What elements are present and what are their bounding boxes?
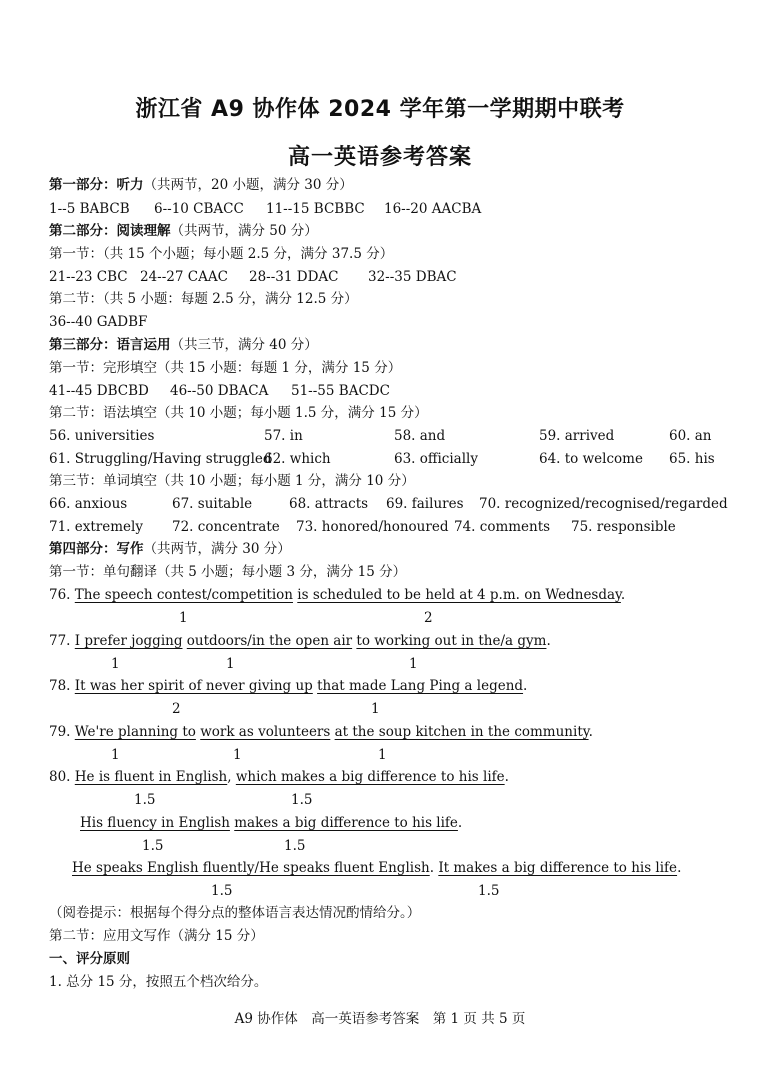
q80c-score-1: 1.5 (211, 883, 233, 899)
cloze-answers-3: 51--55 BACDC (291, 383, 390, 399)
q80-score-2: 1.5 (291, 792, 313, 808)
q77-score-1: 1 (111, 656, 120, 672)
grading-tip: （阅卷提示：根据每个得分点的整体语言表达情况酌情给分。） (49, 905, 421, 921)
word-fill-note: 第三节：单词填空（共 10 小题；每小题 1 分，满分 10 分） (49, 473, 415, 489)
translation-78 (49, 677, 527, 695)
q80-number: 80. (49, 769, 71, 785)
writing-heading: 第四部分：写作 (49, 541, 144, 557)
q80b-score-2: 1.5 (284, 838, 306, 854)
grammar-answer-57: 57. in (264, 428, 303, 444)
q76-point-1: The speech contest/competition (74, 587, 293, 603)
q80b-point-1: His fluency in English (80, 815, 230, 831)
listening-section-heading (49, 176, 353, 194)
reading-heading: 第二部分：阅读理解 (49, 223, 171, 239)
listening-note: （共两节，20 小题，满分 30 分） (143, 177, 353, 193)
practical-writing-note: 第二节：应用文写作（满分 15 分） (49, 928, 264, 944)
word-answer-71: 71. extremely (49, 519, 143, 535)
grammar-answer-64: 64. to welcome (539, 451, 643, 467)
listening-answers-1: 1--5 BABCB (49, 201, 130, 217)
word-answer-69: 69. failures (386, 496, 464, 512)
reading-sec2-answers: 36--40 GADBF (49, 314, 148, 330)
q79-score-2: 1 (233, 747, 242, 763)
grammar-answer-58: 58. and (394, 428, 446, 444)
page-subtitle: 高一英语参考答案 (287, 145, 472, 170)
reading-sec2-note: 第二节：（共 5 小题：每题 2.5 分，满分 12.5 分） (49, 291, 358, 307)
q80-point-1: He is fluent in English (74, 769, 228, 785)
q79-point-2: work as volunteers (200, 724, 331, 740)
q80b-point-2: makes a big difference to his life (234, 815, 458, 831)
cloze-answers-1: 41--45 DBCBD (49, 383, 149, 399)
word-answer-72: 72. concentrate (172, 519, 280, 535)
q80-end: . (504, 769, 509, 785)
q78-number: 78. (49, 678, 71, 694)
q80-score-1: 1.5 (134, 792, 156, 808)
reading-answers-1: 21--23 CBC (49, 269, 128, 285)
translation-79 (49, 723, 593, 741)
reading-section-heading (49, 222, 318, 240)
q80c-separator: . (429, 860, 439, 876)
cloze-answers-2: 46--50 DBACA (170, 383, 269, 399)
word-answer-68: 68. attracts (289, 496, 369, 512)
grammar-answer-59: 59. arrived (539, 428, 615, 444)
listening-answers-4: 16--20 AACBA (384, 201, 482, 217)
reading-answers-2: 24--27 CAAC (140, 269, 228, 285)
grammar-answer-61: 61. Struggling/Having struggled (49, 451, 272, 467)
q77-point-2: outdoors/in the open air (186, 633, 353, 649)
q78-score-1: 2 (172, 701, 181, 717)
language-section-heading (49, 336, 318, 354)
word-answer-74: 74. comments (454, 519, 551, 535)
word-answer-66: 66. anxious (49, 496, 128, 512)
cloze-note: 第一节：完形填空（共 15 小题：每题 1 分，满分 15 分） (49, 360, 402, 376)
q78-score-2: 1 (371, 701, 380, 717)
q79-number: 79. (49, 724, 71, 740)
scoring-principle-1: 1. 总分 15 分，按照五个档次给分。 (49, 974, 268, 990)
translation-80-alt-1 (80, 814, 462, 832)
listening-answers-2: 6--10 CBACC (154, 201, 244, 217)
q77-number: 77. (49, 633, 71, 649)
page-title: 浙江省 A9 协作体 2024 学年第一学期期中联考 (135, 97, 625, 122)
language-note: （共三节，满分 40 分） (170, 337, 318, 353)
grammar-answer-56: 56. universities (49, 428, 155, 444)
grammar-answer-62: 62. which (264, 451, 331, 467)
language-heading: 第三部分：语言运用 (49, 337, 171, 353)
q76-number: 76. (49, 587, 71, 603)
translation-80-alt-2 (72, 859, 681, 877)
q80c-end: . (677, 860, 682, 876)
reading-answers-4: 32--35 DBAC (368, 269, 457, 285)
q79-point-1: We're planning to (74, 724, 196, 740)
q80c-point-2: It makes a big difference to his life (438, 860, 678, 876)
translation-76 (49, 586, 625, 604)
q77-point-1: I prefer jogging (74, 633, 183, 649)
translation-note: 第一节：单句翻译（共 5 小题；每小题 3 分，满分 15 分） (49, 564, 407, 580)
scoring-principle-heading: 一、评分原则 (49, 951, 130, 967)
q78-point-2: that made Lang Ping a legend (317, 678, 524, 694)
translation-80 (49, 768, 509, 786)
q77-score-2: 1 (226, 656, 235, 672)
writing-note: （共两节，满分 30 分） (143, 541, 291, 557)
word-answer-70: 70. recognized/recognised/regarded (479, 496, 728, 512)
reading-note: （共两节，满分 50 分） (170, 223, 318, 239)
q76-point-2: is scheduled to be held at 4 p.m. on Wednesday (297, 587, 621, 603)
q79-score-3: 1 (378, 747, 387, 763)
reading-answers-3: 28--31 DDAC (249, 269, 339, 285)
writing-section-heading (49, 540, 291, 558)
q76-score-1: 1 (179, 610, 188, 626)
q80b-score-1: 1.5 (142, 838, 164, 854)
word-answer-73: 73. honored/honoured (296, 519, 449, 535)
q77-point-3: to working out in the/a gym (356, 633, 547, 649)
q80-separator: , (227, 769, 236, 785)
grammar-answer-65: 65. his (669, 451, 715, 467)
q80c-score-2: 1.5 (478, 883, 500, 899)
listening-heading: 第一部分：听力 (49, 177, 144, 193)
grammar-answer-60: 60. an (669, 428, 712, 444)
listening-answers-3: 11--15 BCBBC (266, 201, 365, 217)
reading-sec1-note: 第一节：（共 15 个小题；每小题 2.5 分，满分 37.5 分） (49, 246, 394, 262)
page-footer: A9 协作体 高一英语参考答案 第 1 页 共 5 页 (234, 1011, 526, 1027)
q80-point-2: which makes a big difference to his life (235, 769, 505, 785)
grammar-note: 第二节：语法填空（共 10 小题；每小题 1.5 分，满分 15 分） (49, 405, 428, 421)
translation-77 (49, 632, 551, 650)
word-answer-75: 75. responsible (571, 519, 676, 535)
q77-score-3: 1 (409, 656, 418, 672)
q76-score-2: 2 (424, 610, 433, 626)
word-answer-67: 67. suitable (172, 496, 253, 512)
q78-point-1: It was her spirit of never giving up (74, 678, 313, 694)
q80b-end: . (457, 815, 463, 831)
q80c-point-1: He speaks English fluently/He speaks fluent English (72, 860, 430, 876)
q79-score-1: 1 (111, 747, 120, 763)
grammar-answer-63: 63. officially (394, 451, 478, 467)
q76-end: . (620, 587, 626, 603)
q77-end: . (546, 633, 551, 649)
q79-point-3: at the soup kitchen in the community (334, 724, 589, 740)
q79-end: . (588, 724, 593, 740)
q78-end: . (523, 678, 528, 694)
